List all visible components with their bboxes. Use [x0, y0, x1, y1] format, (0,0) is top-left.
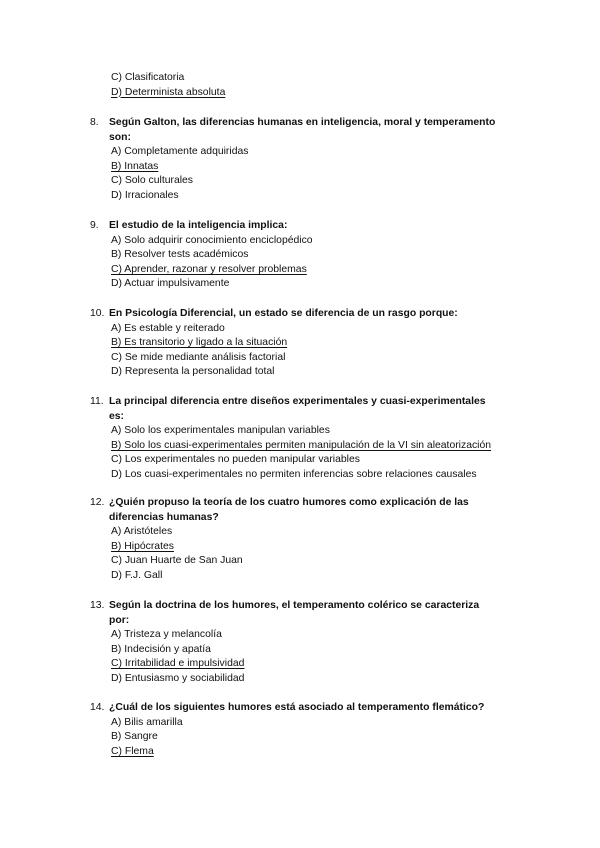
question-number: 11.: [90, 396, 104, 407]
answer-option: A) Aristóteles: [111, 526, 173, 538]
question-text-continued: por:: [109, 614, 130, 626]
answer-option: A) Es estable y reiterado: [111, 322, 225, 334]
answer-option: D) Los cuasi-experimentales no permiten inferencias sobre relaciones causales: [111, 469, 477, 480]
question-text-continued: es:: [109, 410, 125, 422]
question-number: 8.: [90, 117, 99, 128]
answer-option-selected: D) Determinista absoluta: [111, 86, 226, 98]
answer-option: A) Solo adquirir conocimiento enciclopédico: [111, 234, 313, 246]
question-text: El estudio de la inteligencia implica:: [109, 220, 288, 231]
question-text: En Psicología Diferencial, un estado se diferencia de un rasgo porque:: [109, 308, 458, 319]
answer-option: C) Se mide mediante análisis factorial: [111, 351, 286, 363]
question-number: 9.: [90, 220, 99, 231]
answer-option: D) Actuar impulsivamente: [111, 278, 230, 290]
answer-option: D) Representa la personalidad total: [111, 366, 275, 378]
answer-option: A) Bilis amarilla: [111, 716, 183, 728]
answer-option: D) Entusiasmo y sociabilidad: [111, 673, 245, 684]
question-number: 13.: [90, 600, 105, 611]
question-text: Según Galton, las diferencias humanas en inteligencia, moral y temperamento: [109, 117, 496, 128]
answer-option: C) Juan Huarte de San Juan: [111, 555, 243, 567]
question-text-continued: son:: [109, 131, 131, 143]
answer-option: A) Solo los experimentales manipulan variables: [111, 425, 330, 437]
answer-option: C) Solo culturales: [111, 175, 194, 187]
answer-option-selected: B) Solo los cuasi-experimentales permiten manipulación de la VI sin aleatorización: [111, 439, 492, 451]
answer-option: A) Tristeza y melancolía: [111, 629, 222, 641]
answer-option-selected: B) Innatas: [111, 160, 159, 172]
question-text: La principal diferencia entre diseños experimentales y cuasi-experimentales: [109, 396, 486, 407]
answer-option: B) Indecisión y apatía: [111, 643, 211, 655]
answer-option: B) Resolver tests académicos: [111, 249, 249, 261]
answer-option: B) Sangre: [111, 731, 158, 743]
question-number: 14.: [90, 702, 105, 713]
answer-option-selected: B) Hipócrates: [111, 540, 174, 552]
answer-option: C) Los experimentales no pueden manipular variables: [111, 454, 360, 466]
answer-option-selected: C) Aprender, razonar y resolver problemas: [111, 263, 307, 275]
question-text-continued: diferencias humanas?: [109, 511, 219, 523]
answer-option-selected: B) Es transitorio y ligado a la situación: [111, 337, 288, 349]
question-text: ¿Quién propuso la teoría de los cuatro humores como explicación de las: [109, 497, 469, 508]
answer-option: C) Clasificatoria: [111, 72, 185, 83]
answer-option: D) Irracionales: [111, 190, 179, 201]
answer-option: D) F.J. Gall: [111, 570, 163, 581]
answer-option-selected: C) Irritabilidad e impulsividad: [111, 658, 245, 670]
question-number: 10.: [90, 308, 105, 319]
question-text: Según la doctrina de los humores, el temperamento colérico se caracteriza: [109, 600, 480, 611]
question-number: 12.: [90, 497, 105, 508]
answer-option: A) Completamente adquiridas: [111, 146, 249, 158]
question-text: ¿Cuál de los siguientes humores está asociado al temperamento flemático?: [109, 702, 485, 713]
answer-option-selected: C) Flema: [111, 745, 154, 757]
